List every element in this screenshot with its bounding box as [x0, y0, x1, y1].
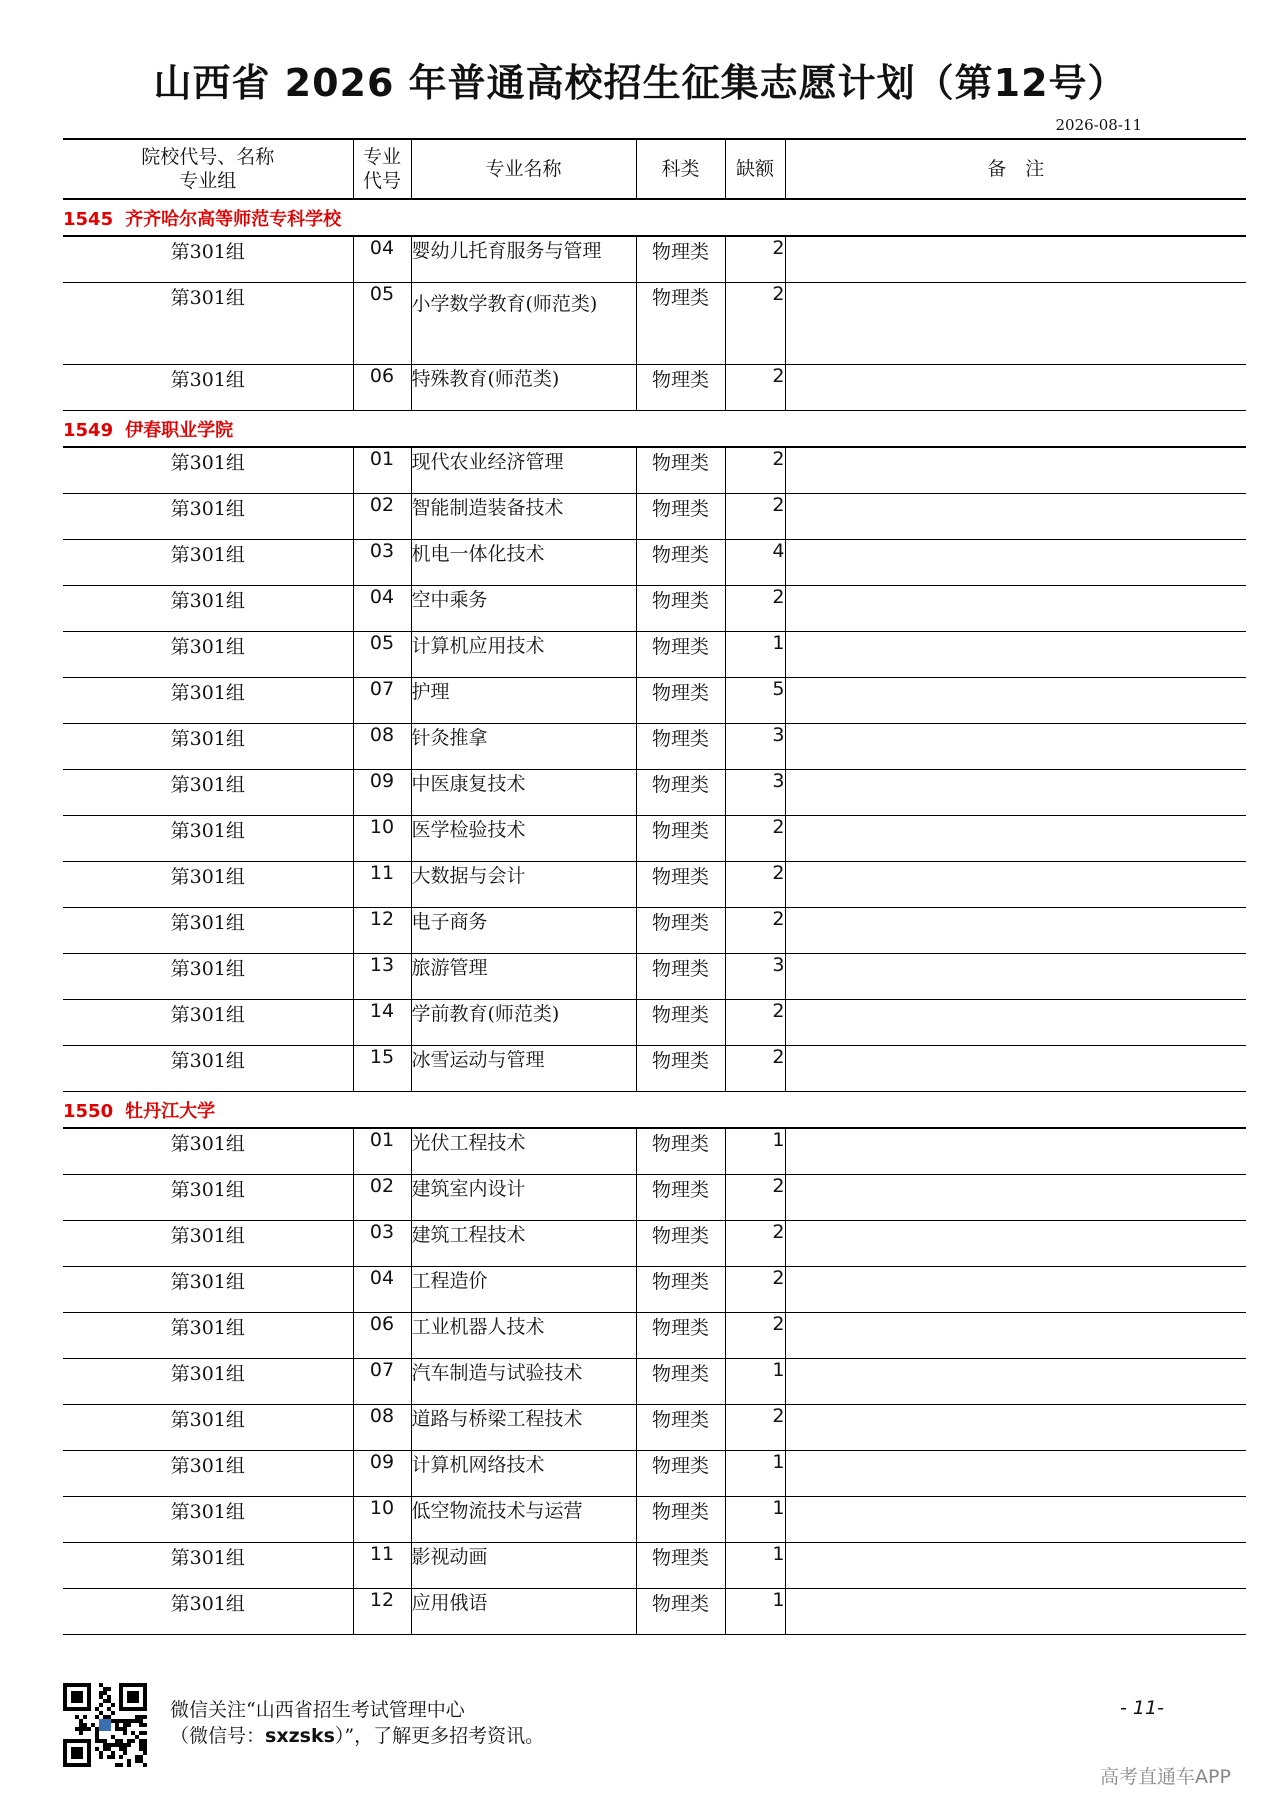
- major-vacancy: 1: [725, 1497, 785, 1543]
- table-row: [63, 954, 1246, 1000]
- issue-date: 2026-08-11: [1055, 116, 1142, 134]
- major-group: 第301组: [63, 770, 353, 816]
- major-vacancy: 2: [725, 862, 785, 908]
- major-note: [785, 908, 1246, 954]
- major-name: 学前教育(师范类): [411, 1000, 636, 1046]
- major-code: 06: [353, 365, 411, 411]
- major-code: 08: [353, 724, 411, 770]
- major-name: 现代农业经济管理: [411, 447, 636, 494]
- major-code: 07: [353, 1359, 411, 1405]
- major-vacancy: 2: [725, 447, 785, 494]
- major-group: 第301组: [63, 678, 353, 724]
- major-note: [785, 770, 1246, 816]
- qr-code-icon: [63, 1683, 147, 1767]
- table-header-row: [63, 139, 1246, 199]
- major-vacancy: 3: [725, 954, 785, 1000]
- major-group: 第301组: [63, 1359, 353, 1405]
- header-vacancy: 缺额: [725, 139, 785, 199]
- major-vacancy: 2: [725, 1221, 785, 1267]
- major-code: 03: [353, 1221, 411, 1267]
- table-row: [63, 1046, 1246, 1092]
- major-note: [785, 678, 1246, 724]
- major-category: 物理类: [636, 1497, 725, 1543]
- major-category: 物理类: [636, 236, 725, 283]
- major-note: [785, 862, 1246, 908]
- major-category: 物理类: [636, 365, 725, 411]
- major-name: 汽车制造与试验技术: [411, 1359, 636, 1405]
- major-name: 建筑室内设计: [411, 1175, 636, 1221]
- major-name: 小学数学教育(师范类): [411, 283, 636, 365]
- header-code-line2: 代号: [362, 170, 401, 192]
- major-note: [785, 1313, 1246, 1359]
- table-row: [63, 908, 1246, 954]
- school-code: 1549: [63, 419, 114, 441]
- table-row: [63, 1267, 1246, 1313]
- major-note: [785, 1221, 1246, 1267]
- footer-wechat-note: [170, 1697, 544, 1749]
- major-code: 04: [353, 1267, 411, 1313]
- major-code: 14: [353, 1000, 411, 1046]
- major-name: 低空物流技术与运营: [411, 1497, 636, 1543]
- major-name: 特殊教育(师范类): [411, 365, 636, 411]
- table-row: [63, 1497, 1246, 1543]
- header-group-line2: 专业组: [179, 170, 237, 192]
- major-code: 13: [353, 954, 411, 1000]
- major-name: 影视动画: [411, 1543, 636, 1589]
- major-group: 第301组: [63, 447, 353, 494]
- major-group: 第301组: [63, 908, 353, 954]
- table-row: [63, 862, 1246, 908]
- major-group: 第301组: [63, 954, 353, 1000]
- major-note: [785, 1267, 1246, 1313]
- major-name: 冰雪运动与管理: [411, 1046, 636, 1092]
- major-vacancy: 3: [725, 770, 785, 816]
- major-code: 15: [353, 1046, 411, 1092]
- footer-line-1: 微信关注“山西省招生考试管理中心: [170, 1699, 465, 1721]
- header-group: [63, 139, 353, 199]
- major-category: 物理类: [636, 1405, 725, 1451]
- major-code: 08: [353, 1405, 411, 1451]
- major-note: [785, 1175, 1246, 1221]
- major-name: 电子商务: [411, 908, 636, 954]
- footer-line2-post: ）”，了解更多招考资讯。: [334, 1725, 545, 1747]
- major-vacancy: 2: [725, 236, 785, 283]
- major-vacancy: 2: [725, 586, 785, 632]
- major-vacancy: 2: [725, 365, 785, 411]
- school-cell: [63, 411, 1246, 448]
- major-vacancy: 1: [725, 632, 785, 678]
- major-note: [785, 540, 1246, 586]
- table-row: [63, 770, 1246, 816]
- major-vacancy: 1: [725, 1128, 785, 1175]
- major-vacancy: 3: [725, 724, 785, 770]
- major-code: 02: [353, 494, 411, 540]
- major-vacancy: 2: [725, 1046, 785, 1092]
- table-row: [63, 1313, 1246, 1359]
- major-name: 针灸推拿: [411, 724, 636, 770]
- major-group: 第301组: [63, 1175, 353, 1221]
- major-group: 第301组: [63, 1313, 353, 1359]
- major-category: 物理类: [636, 1221, 725, 1267]
- major-name: 中医康复技术: [411, 770, 636, 816]
- major-vacancy: 1: [725, 1543, 785, 1589]
- major-group: 第301组: [63, 862, 353, 908]
- major-name: 计算机应用技术: [411, 632, 636, 678]
- table-row: [63, 447, 1246, 494]
- major-vacancy: 1: [725, 1359, 785, 1405]
- table-row: [63, 1451, 1246, 1497]
- major-group: 第301组: [63, 494, 353, 540]
- school-code: 1550: [63, 1100, 114, 1122]
- header-category: 科类: [636, 139, 725, 199]
- major-category: 物理类: [636, 283, 725, 365]
- major-group: 第301组: [63, 365, 353, 411]
- major-code: 02: [353, 1175, 411, 1221]
- major-category: 物理类: [636, 1128, 725, 1175]
- major-vacancy: 5: [725, 678, 785, 724]
- table-row: [63, 1405, 1246, 1451]
- major-category: 物理类: [636, 724, 725, 770]
- major-name: 护理: [411, 678, 636, 724]
- major-name: 应用俄语: [411, 1589, 636, 1635]
- major-code: 11: [353, 862, 411, 908]
- major-vacancy: 1: [725, 1451, 785, 1497]
- footer-line-2: [170, 1723, 544, 1749]
- page-title: 山西省 2026 年普通高校招生征集志愿计划（第12号）: [153, 61, 1127, 105]
- major-code: 05: [353, 632, 411, 678]
- major-code: 10: [353, 1497, 411, 1543]
- major-note: [785, 1046, 1246, 1092]
- table-row: [63, 494, 1246, 540]
- major-note: [785, 494, 1246, 540]
- school-row: [63, 411, 1246, 448]
- major-vacancy: 4: [725, 540, 785, 586]
- header-code-line1: 专业: [362, 146, 401, 168]
- table-row: [63, 678, 1246, 724]
- major-vacancy: 2: [725, 1000, 785, 1046]
- major-note: [785, 365, 1246, 411]
- enrollment-plan-table: [63, 138, 1246, 1635]
- footer-line2-pre: （微信号：: [170, 1725, 266, 1747]
- major-category: 物理类: [636, 908, 725, 954]
- table-row: [63, 540, 1246, 586]
- table-row: [63, 365, 1246, 411]
- major-note: [785, 1451, 1246, 1497]
- header-group-line1: 院校代号、名称: [141, 146, 275, 168]
- table-row: [63, 1589, 1246, 1635]
- school-cell: [63, 1092, 1246, 1129]
- major-name: 婴幼儿托育服务与管理: [411, 236, 636, 283]
- major-group: 第301组: [63, 1405, 353, 1451]
- school-name: 牡丹江大学: [125, 1100, 216, 1122]
- major-category: 物理类: [636, 770, 725, 816]
- major-name: 工业机器人技术: [411, 1313, 636, 1359]
- table-row: [63, 1221, 1246, 1267]
- major-note: [785, 1543, 1246, 1589]
- major-code: 01: [353, 447, 411, 494]
- major-vacancy: 2: [725, 816, 785, 862]
- major-note: [785, 954, 1246, 1000]
- major-code: 04: [353, 586, 411, 632]
- major-code: 05: [353, 283, 411, 365]
- major-code: 12: [353, 908, 411, 954]
- major-category: 物理类: [636, 678, 725, 724]
- major-category: 物理类: [636, 632, 725, 678]
- major-vacancy: 2: [725, 908, 785, 954]
- major-code: 03: [353, 540, 411, 586]
- major-vacancy: 2: [725, 494, 785, 540]
- page-number: - 11-: [1120, 1697, 1164, 1719]
- major-name: 空中乘务: [411, 586, 636, 632]
- major-group: 第301组: [63, 1451, 353, 1497]
- major-category: 物理类: [636, 954, 725, 1000]
- major-name: 道路与桥梁工程技术: [411, 1405, 636, 1451]
- school-name: 齐齐哈尔高等师范专科学校: [125, 208, 342, 230]
- major-note: [785, 1000, 1246, 1046]
- major-name: 建筑工程技术: [411, 1221, 636, 1267]
- major-group: 第301组: [63, 724, 353, 770]
- major-note: [785, 1497, 1246, 1543]
- school-name: 伊春职业学院: [125, 419, 234, 441]
- header-note: 备 注: [785, 139, 1246, 199]
- school-cell: [63, 199, 1246, 236]
- major-category: 物理类: [636, 862, 725, 908]
- major-group: 第301组: [63, 283, 353, 365]
- major-category: 物理类: [636, 1359, 725, 1405]
- major-code: 09: [353, 770, 411, 816]
- table-row: [63, 586, 1246, 632]
- major-name: 计算机网络技术: [411, 1451, 636, 1497]
- major-category: 物理类: [636, 1000, 725, 1046]
- major-note: [785, 632, 1246, 678]
- school-row: [63, 199, 1246, 236]
- table-row: [63, 816, 1246, 862]
- major-group: 第301组: [63, 540, 353, 586]
- major-name: 机电一体化技术: [411, 540, 636, 586]
- major-code: 01: [353, 1128, 411, 1175]
- major-category: 物理类: [636, 1313, 725, 1359]
- header-code: [353, 139, 411, 199]
- wechat-id: sxzsks: [265, 1725, 335, 1747]
- major-category: 物理类: [636, 1267, 725, 1313]
- major-category: 物理类: [636, 816, 725, 862]
- major-group: 第301组: [63, 1497, 353, 1543]
- major-code: 10: [353, 816, 411, 862]
- major-code: 04: [353, 236, 411, 283]
- major-name: 医学检验技术: [411, 816, 636, 862]
- major-note: [785, 447, 1246, 494]
- major-code: 11: [353, 1543, 411, 1589]
- table-row: [63, 1175, 1246, 1221]
- major-category: 物理类: [636, 1543, 725, 1589]
- major-code: 09: [353, 1451, 411, 1497]
- watermark: 高考直通车APP: [1100, 1766, 1231, 1788]
- school-row: [63, 1092, 1246, 1129]
- table-row: [63, 632, 1246, 678]
- major-code: 06: [353, 1313, 411, 1359]
- major-category: 物理类: [636, 1451, 725, 1497]
- school-code: 1545: [63, 208, 114, 230]
- major-name: 光伏工程技术: [411, 1128, 636, 1175]
- major-note: [785, 816, 1246, 862]
- major-group: 第301组: [63, 1267, 353, 1313]
- major-group: 第301组: [63, 1589, 353, 1635]
- major-group: 第301组: [63, 1046, 353, 1092]
- major-group: 第301组: [63, 1543, 353, 1589]
- table-row: [63, 283, 1246, 365]
- header-major-name: 专业名称: [411, 139, 636, 199]
- major-group: 第301组: [63, 1000, 353, 1046]
- major-group: 第301组: [63, 586, 353, 632]
- table-row: [63, 236, 1246, 283]
- major-note: [785, 724, 1246, 770]
- major-code: 12: [353, 1589, 411, 1635]
- major-group: 第301组: [63, 632, 353, 678]
- major-category: 物理类: [636, 1175, 725, 1221]
- table-row: [63, 1359, 1246, 1405]
- major-name: 旅游管理: [411, 954, 636, 1000]
- major-group: 第301组: [63, 1221, 353, 1267]
- major-group: 第301组: [63, 236, 353, 283]
- major-vacancy: 2: [725, 1267, 785, 1313]
- major-category: 物理类: [636, 494, 725, 540]
- table-row: [63, 1543, 1246, 1589]
- major-group: 第301组: [63, 816, 353, 862]
- major-category: 物理类: [636, 447, 725, 494]
- major-vacancy: 2: [725, 1175, 785, 1221]
- major-note: [785, 1359, 1246, 1405]
- table-row: [63, 1000, 1246, 1046]
- major-name: 大数据与会计: [411, 862, 636, 908]
- major-note: [785, 1128, 1246, 1175]
- major-category: 物理类: [636, 586, 725, 632]
- major-name: 工程造价: [411, 1267, 636, 1313]
- major-note: [785, 1589, 1246, 1635]
- major-category: 物理类: [636, 1589, 725, 1635]
- table-body: [63, 199, 1246, 1635]
- table-row: [63, 724, 1246, 770]
- major-category: 物理类: [636, 1046, 725, 1092]
- major-vacancy: 1: [725, 1589, 785, 1635]
- table-row: [63, 1128, 1246, 1175]
- major-vacancy: 2: [725, 283, 785, 365]
- major-name: 智能制造装备技术: [411, 494, 636, 540]
- major-note: [785, 283, 1246, 365]
- major-note: [785, 1405, 1246, 1451]
- major-group: 第301组: [63, 1128, 353, 1175]
- major-code: 07: [353, 678, 411, 724]
- major-vacancy: 2: [725, 1313, 785, 1359]
- major-category: 物理类: [636, 540, 725, 586]
- major-note: [785, 236, 1246, 283]
- major-note: [785, 586, 1246, 632]
- major-vacancy: 2: [725, 1405, 785, 1451]
